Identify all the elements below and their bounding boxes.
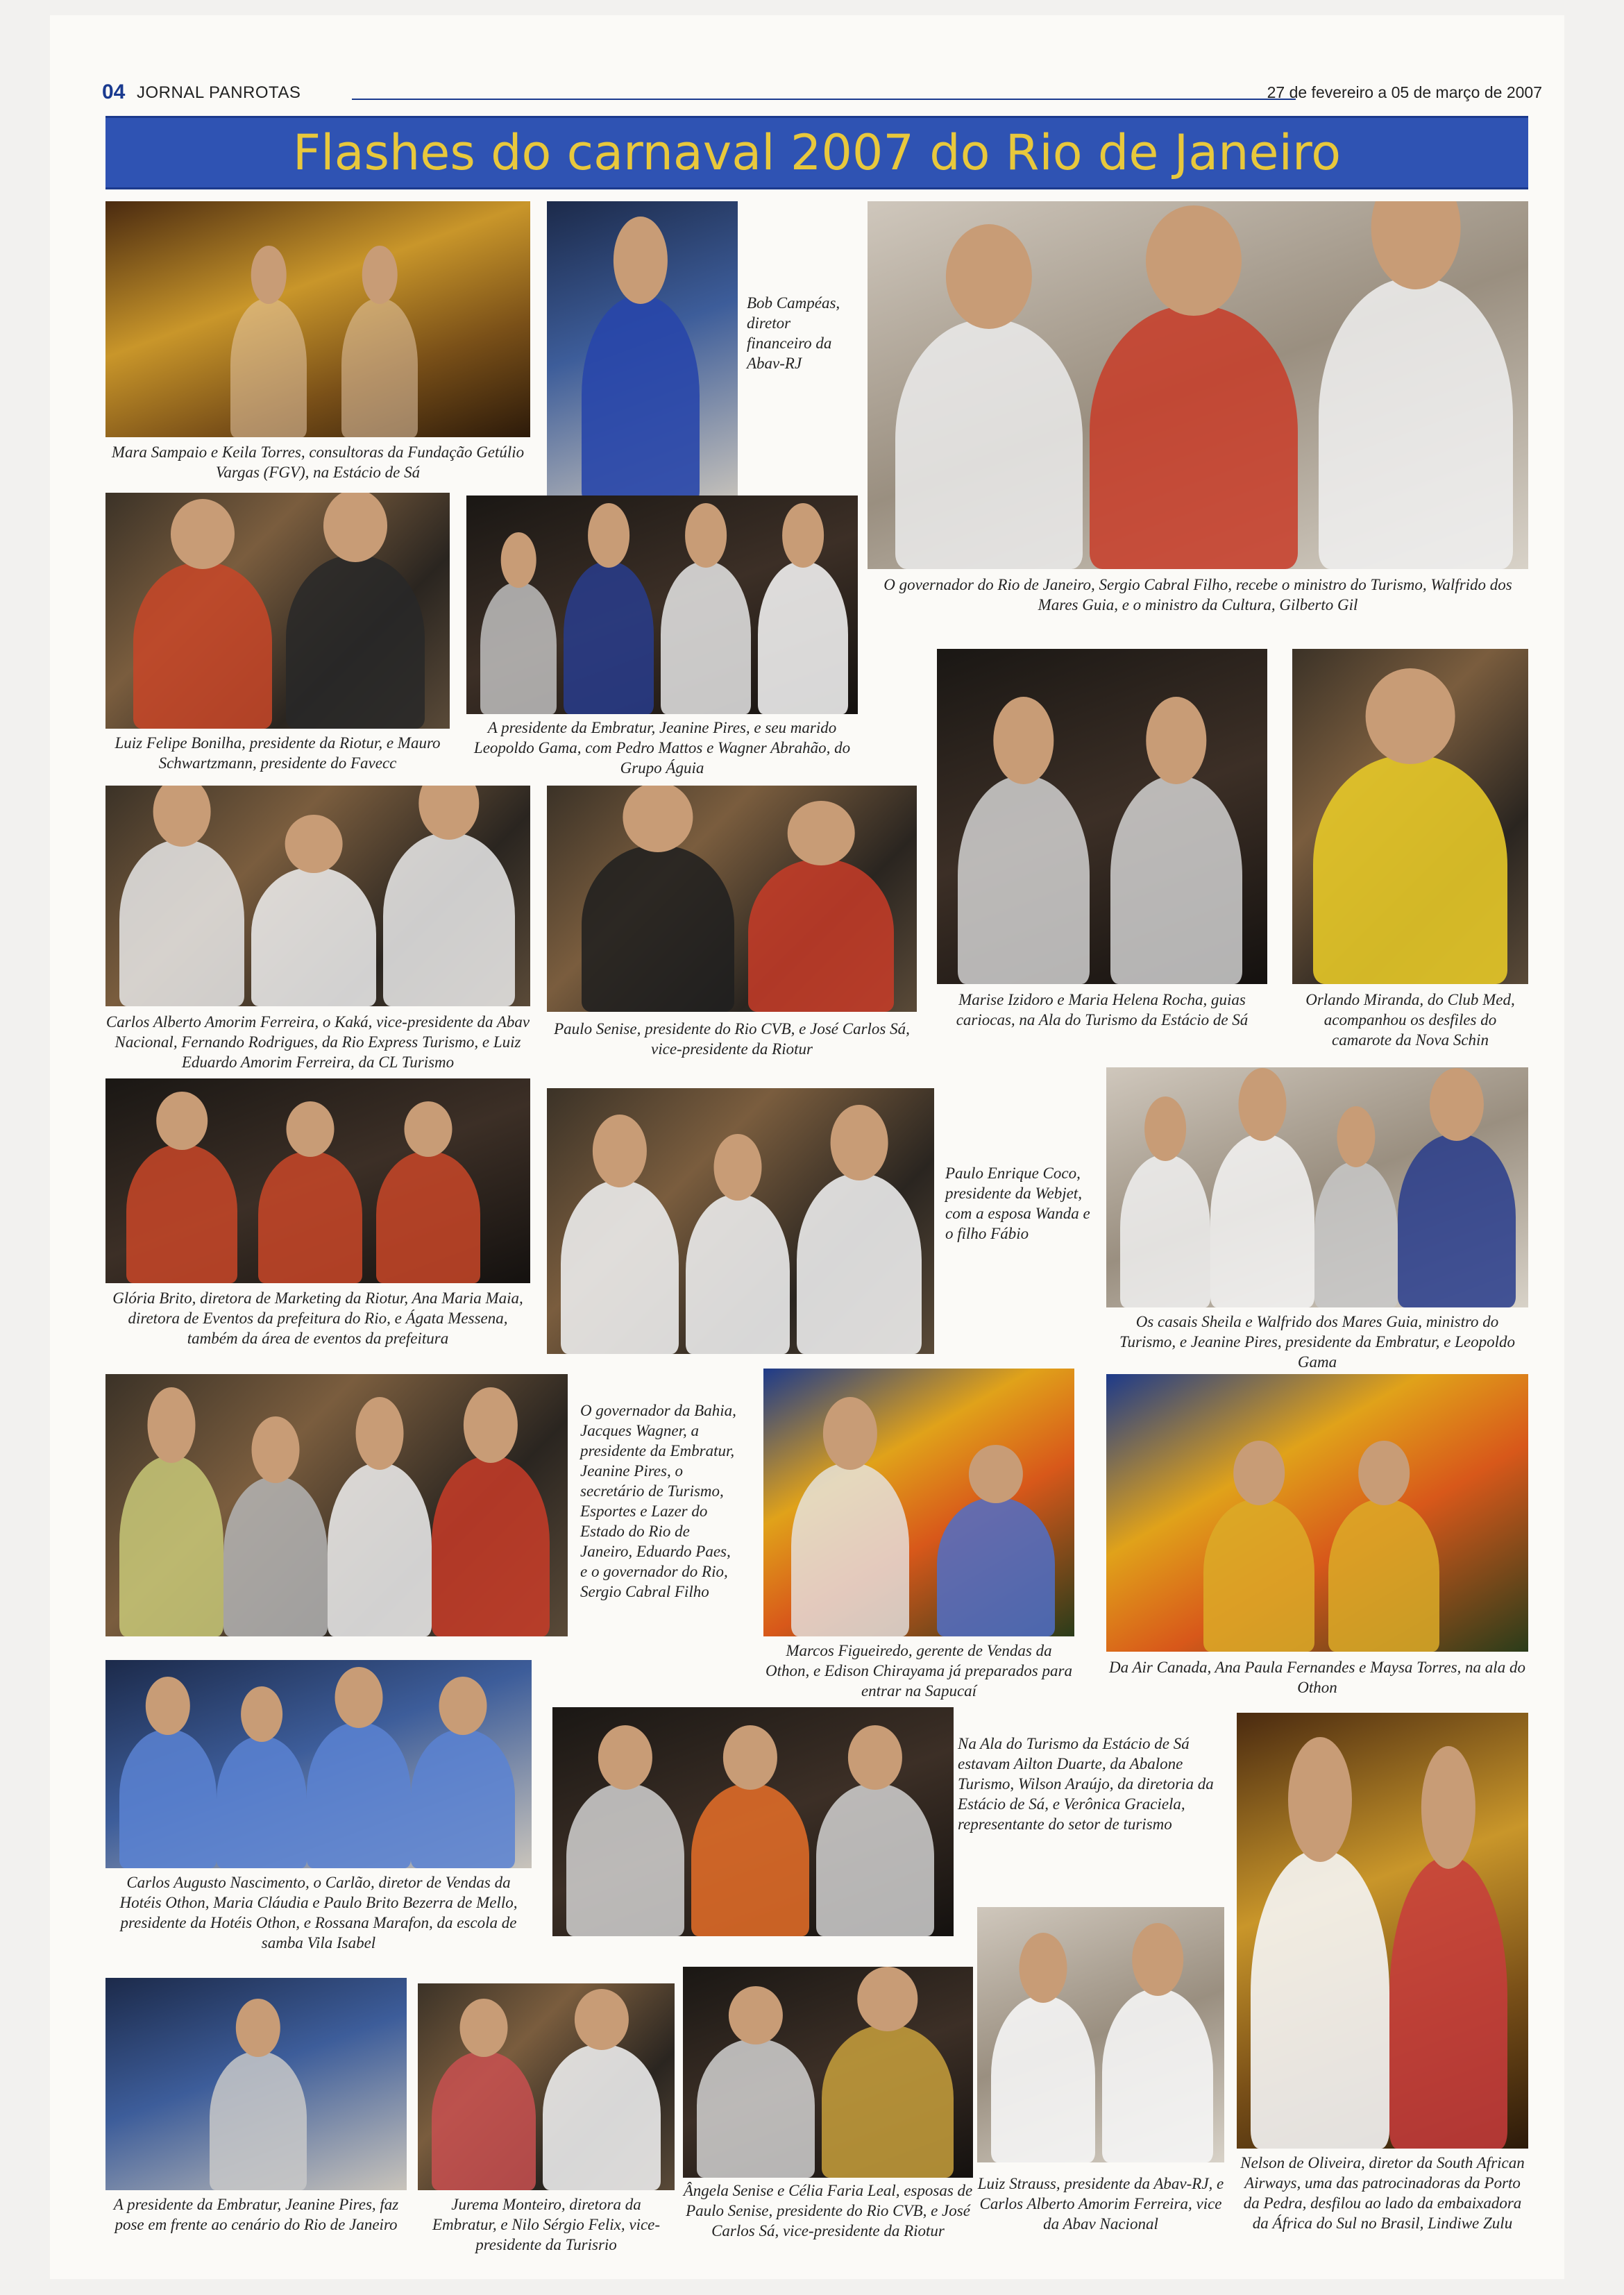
caption-mara-keila: Mara Sampaio e Keila Torres, consultoras da Fundação Getúlio Vargas (FGV), na Estácio de Sá	[111, 443, 525, 481]
photo-governador-ministros	[868, 201, 1528, 569]
caption-governador-ministros: O governador do Rio de Janeiro, Sergio Cabral Filho, recebe o ministro do Turismo, Walfrido dos Mares Guia, e o ministro da Cultura, Gilberto Gil	[883, 576, 1512, 613]
photo-kaka-fernando-luiz	[105, 786, 530, 1006]
caption-ala-turismo-estacio: Na Ala do Turismo da Estácio de Sá estavam Ailton Duarte, da Abalone Turismo, Wilson Araújo, da diretoria da Estácio de Sá, e Verônica Graciela, representante do setor de turismo	[958, 1735, 1214, 1833]
page-header	[102, 78, 1580, 105]
photo-air-canada	[1106, 1374, 1528, 1652]
newspaper-page	[50, 15, 1564, 2279]
photo-senise-carlos-sa	[547, 786, 917, 1012]
photo-bonilha-schwartzmann	[105, 493, 450, 729]
header-rule	[352, 99, 1296, 100]
caption-kaka-fernando-luiz: Carlos Alberto Amorim Ferreira, o Kaká, vice-presidente da Abav Nacional, Fernando Rodrigues, da Rio Express Turismo, e Luiz Eduardo Amorim Ferreira, da CL Turismo	[105, 1013, 530, 1071]
photo-strauss-amorim	[977, 1907, 1224, 2162]
photo-gloria-ana-agata	[105, 1078, 530, 1283]
photo-jeanine-leopoldo-grupo-aguia	[466, 496, 858, 714]
caption-bob-campeas: Bob Campéas, diretor financeiro da Abav-RJ	[747, 294, 840, 372]
caption-orlando-miranda: Orlando Miranda, do Club Med, acompanhou os desfiles do camarote da Nova Schin	[1305, 991, 1515, 1049]
photo-carlao-othon	[105, 1660, 532, 1868]
caption-angela-celia: Ângela Senise e Célia Faria Leal, esposas de Paulo Senise, presidente do Rio CVB, e José Carlos Sá, vice-presidente da Riotur	[683, 2182, 973, 2239]
photo-orlando-miranda	[1292, 649, 1528, 984]
caption-casais-sheila-walfrido: Os casais Sheila e Walfrido dos Mares Guia, ministro do Turismo, e Jeanine Pires, presidente da Embratur, e Leopoldo Gama	[1119, 1313, 1516, 1371]
caption-marcos-edison: Marcos Figueiredo, gerente de Vendas da Othon, e Edison Chirayama já preparados para entrar na Sapucaí	[766, 1642, 1072, 1700]
photo-ala-turismo-estacio	[552, 1707, 954, 1936]
photo-bob-campeas	[547, 201, 738, 504]
caption-strauss-amorim: Luiz Strauss, presidente da Abav-RJ, e Carlos Alberto Amorim Ferreira, vice da Abav Nacional	[977, 2175, 1224, 2233]
photo-paulo-coco-familia	[547, 1088, 934, 1354]
photo-marise-maria-helena	[937, 649, 1267, 984]
photo-jacques-wagner-grupo	[105, 1374, 568, 1636]
caption-jeanine-leopoldo-grupo-aguia: A presidente da Embratur, Jeanine Pires, e seu marido Leopoldo Gama, com Pedro Mattos e Wagner Abrahão, do Grupo Águia	[473, 719, 851, 777]
caption-nelson-lindiwe: Nelson de Oliveira, diretor da South African Airways, uma das patrocinadoras da Porto da Pedra, desfilou ao lado da embaixadora da África do Sul no Brasil, Lindiwe Zulu	[1240, 2154, 1525, 2232]
caption-paulo-coco-familia: Paulo Enrique Coco, presidente da Webjet, com a esposa Wanda e o filho Fábio	[945, 1165, 1090, 1242]
photo-mara-keila	[105, 201, 530, 437]
caption-bonilha-schwartzmann: Luiz Felipe Bonilha, presidente da Riotur, e Mauro Schwartzmann, presidente do Favecc	[115, 734, 441, 772]
caption-jurema-nilo: Jurema Monteiro, diretora da Embratur, e Nilo Sérgio Felix, vice-presidente da Turisrio	[432, 2196, 661, 2253]
photo-jeanine-cenario-rio	[105, 1978, 407, 2190]
caption-gloria-ana-agata: Glória Brito, diretora de Marketing da Riotur, Ana Maria Maia, diretora de Eventos da prefeitura do Rio, e Ágata Messena, também da área de eventos da prefeitura	[112, 1289, 523, 1347]
photo-marcos-edison	[763, 1369, 1074, 1636]
page-number: 04	[102, 81, 126, 103]
photo-jurema-nilo	[418, 1983, 675, 2190]
photo-nelson-lindiwe	[1237, 1713, 1528, 2149]
caption-carlao-othon: Carlos Augusto Nascimento, o Carlão, diretor de Vendas da Hotéis Othon, Maria Cláudia e Paulo Brito Bezerra de Mello, presidente da Hotéis Othon, e Rossana Marafon, da escola de samba Vila Isabel	[119, 1874, 518, 1951]
photo-casais-sheila-walfrido	[1106, 1067, 1528, 1307]
caption-marise-maria-helena: Marise Izidoro e Maria Helena Rocha, guias cariocas, na Ala do Turismo da Estácio de Sá	[956, 991, 1249, 1028]
publication-name: JORNAL PANROTAS	[137, 83, 301, 102]
caption-jacques-wagner-grupo: O governador da Bahia, Jacques Wagner, a presidente da Embratur, Jeanine Pires, o secretário de Turismo, Esportes e Lazer do Estado do Rio de Janeiro, Eduardo Paes, e o governador do Rio, Sergio Cabral Filho	[580, 1402, 736, 1600]
title-banner	[105, 116, 1528, 189]
caption-air-canada: Da Air Canada, Ana Paula Fernandes e Maysa Torres, na ala do Othon	[1109, 1659, 1525, 1696]
caption-senise-carlos-sa: Paulo Senise, presidente do Rio CVB, e José Carlos Sá, vice-presidente da Riotur	[554, 1020, 910, 1058]
caption-jeanine-cenario-rio: A presidente da Embratur, Jeanine Pires, faz pose em frente ao cenário do Rio de Janeiro	[113, 2196, 399, 2233]
issue-date: 27 de fevereiro a 05 de março de 2007	[1267, 83, 1542, 101]
photo-angela-celia	[683, 1967, 973, 2178]
banner-title: Flashes do carnaval 2007 do Rio de Janeiro	[292, 124, 1342, 181]
